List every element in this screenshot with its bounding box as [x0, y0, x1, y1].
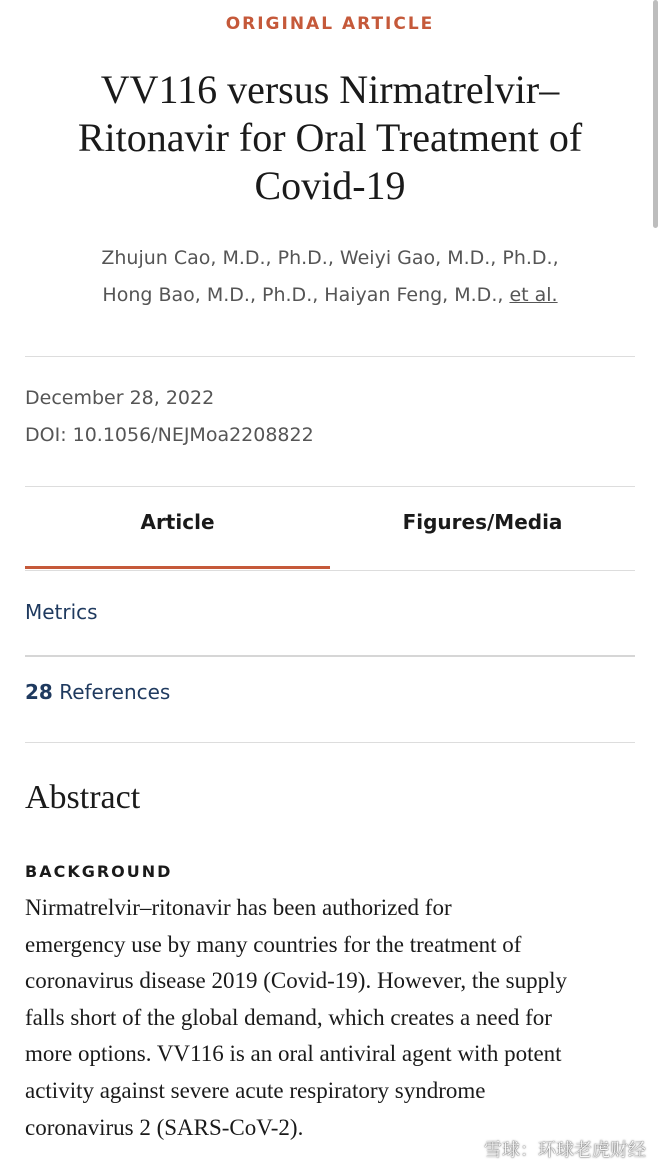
abstract-heading: Abstract	[25, 779, 141, 816]
paragraph-line: coronavirus disease 2019 (Covid-19). However, the supply	[25, 968, 568, 994]
authors-line	[30, 277, 630, 314]
title-line: Covid-19	[254, 163, 406, 208]
tab-article[interactable]: Article	[140, 510, 215, 534]
authors-line-text: Hong Bao, M.D., Ph.D., Haiyan Feng, M.D.,	[102, 284, 504, 306]
metrics-link[interactable]: Metrics	[25, 600, 98, 624]
paragraph-line: activity against severe acute respiratory syndrome	[25, 1077, 486, 1103]
author-list	[30, 240, 630, 314]
divider	[25, 655, 635, 657]
active-tab-indicator	[25, 566, 330, 569]
references-label: References	[59, 680, 171, 704]
paragraph-line: falls short of the global demand, which creates a need for	[25, 1004, 552, 1030]
doi-text: DOI: 10.1056/NEJMoa2208822	[25, 424, 314, 446]
references-link[interactable]	[25, 680, 170, 704]
scrollbar[interactable]	[653, 0, 658, 228]
title-line: Ritonavir for Oral Treatment of	[77, 115, 583, 160]
paragraph-line: coronavirus 2 (SARS-CoV-2).	[25, 1114, 304, 1140]
paragraph-line: Nirmatrelvir–ritonavir has been authorized for	[25, 895, 452, 920]
publication-date: December 28, 2022	[25, 387, 215, 409]
authors-line: Zhujun Cao, M.D., Ph.D., Weiyi Gao, M.D., Ph.D.,	[101, 247, 559, 269]
et-al-link[interactable]: et al.	[509, 284, 558, 306]
tab-bar-divider	[25, 570, 635, 571]
tab-figures-media[interactable]: Figures/Media	[402, 510, 563, 534]
paragraph-line: more options. VV116 is an oral antiviral agent with potent	[25, 1041, 562, 1067]
article-type-label: ORIGINAL ARTICLE	[225, 14, 435, 34]
divider	[25, 742, 635, 743]
divider	[25, 486, 635, 487]
article-title	[30, 66, 630, 210]
snowball-logo-icon	[454, 1138, 478, 1160]
references-count: 28	[25, 680, 53, 704]
background-paragraph	[25, 890, 637, 1146]
divider	[25, 356, 635, 357]
background-section-label: BACKGROUND	[25, 862, 173, 881]
title-line: VV116 versus Nirmatrelvir–	[100, 67, 560, 112]
watermark	[454, 1136, 646, 1162]
watermark-text: 雪球：环球老虎财经	[484, 1140, 646, 1161]
paragraph-line: emergency use by many countries for the treatment of	[25, 931, 522, 957]
